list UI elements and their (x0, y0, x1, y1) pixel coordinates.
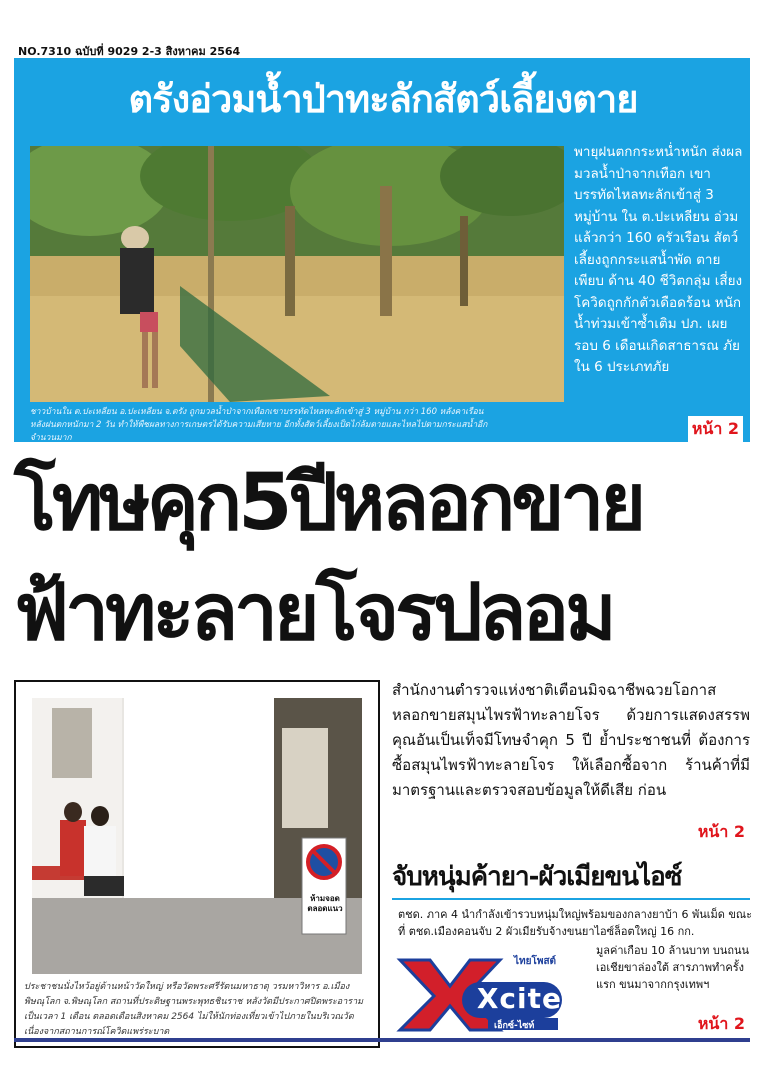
main-story-body: สำนักงานตำรวจแห่งชาติเตือนมิจฉาชีพฉวยโอกาส หลอกขายสมุนไพรฟ้าทะลายโจร ด้วยการแสดงสรรพ คุณอันเป็นเท็จมีโทษจำคุก 5 ปี ย้ำประชาชนที่ ต้องการซื้อสมุนไพรฟ้าทะลายโจร ให้เลือกซื้อจาก ร้านค้าที่มีมาตรฐานและตรวจสอบข้อมูลให้ดีเสีย ก่อน (392, 681, 750, 799)
top-story-page-ref[interactable]: หน้า 2 (688, 416, 743, 443)
main-headline-line2: ฟ้าทะลายโจรปลอม (14, 568, 613, 658)
top-story-body: พายุฝนตกกระหน่ำหนัก ส่งผลมวลน้ำป่าจากเทือก เขาบรรทัดไหลทะลักเข้าสู่ 3 หมู่บ้าน ใน ต.ปะเหลียน อ่วมแล้วกว่า 160 ครัวเรือน สัตว์เลี้ยงถูกกระแสน้ำพัด ตายเพียบ ด้าน 40 ชีวิตกลุ่ม เสี่ยงโควิดถูกกักตัวเดือดร้อน หนักน้ำท่วมเข้าซ้ำเติม ปภ. เผยรอบ 6 เดือนเกิดสาธารณ ภัยใน 6 ประเภทภัย (574, 144, 743, 375)
temple-photo-frame (14, 680, 380, 1048)
no-parking-sign-text: ห้ามจอด ตลอดแนว (307, 894, 343, 913)
sub-story-page-ref[interactable]: หน้า 2 (697, 1014, 745, 1033)
sub-story-body-right: มูลค่าเกือบ 10 ล้านบาท บนถนน เอเชียขาล่องใต้ สารภาพทำครั้งแรก ขนมาจากกรุงเทพฯ (596, 944, 750, 991)
sub-story-rule (392, 898, 750, 900)
logo-brand-small: ไทยโพสต์ (514, 956, 557, 967)
xcite-logo (396, 952, 566, 1032)
issue-line: NO.7310 ฉบับที่ 9029 2-3 สิงหาคม 2564 (18, 45, 241, 58)
temple-photo-caption: ประชาชนนั่งไหว้อยู่ด้านหน้าวัดใหญ่ หรือวัดพระศรีรัตนมหาธาตุ วรมหาวิหาร อ.เมือง พิษณุโลก จ.พิษณุโลก สถานที่ประดิษฐานพระพุทธชินราช หลังวัดมีประกาศปิดพระอารามเป็นเวลา 1 เดือน ตลอดเดือนสิงหาคม 2564 ไม่ให้นักท่องเที่ยวเข้าไปภายในบริเวณวัด เนื่องจากสถานการณ์โควิดแพร่ระบาด (24, 982, 364, 1037)
sub-story-body-top: ตชด. ภาค 4 นำกำลังเข้ารวบหนุ่มใหญ่พร้อมของกลางยาบ้า 6 พันเม็ด ขณะที่ ตชด.เมืองคอนจับ 2 ผัวเมียรับจ้างขนยาไอซ์ล็อตใหญ่ 16 กก. (398, 908, 752, 938)
main-headline (14, 448, 754, 668)
logo-brand-main: Xcite (476, 982, 562, 1015)
flood-photo (30, 146, 564, 402)
bottom-rule (14, 1038, 750, 1042)
sub-story-headline: จับหนุ่มค้ายา-ผัวเมียขนไอซ์ (392, 862, 682, 892)
top-story-headline: ตรังอ่วมน้ำป่าทะลักสัตว์เลี้ยงตาย (128, 77, 638, 121)
main-story-page-ref[interactable]: หน้า 2 (697, 822, 745, 841)
temple-photo (32, 698, 362, 974)
main-headline-line1: โทษคุก5ปีหลอกขาย (14, 458, 643, 548)
flood-photo-caption: ชาวบ้านใน ต.ปะเหลียน อ.ปะเหลียน จ.ตรัง ถูกมวลน้ำป่าจากเทือกเขาบรรทัดไหลทะลักเข้าสู่ 3 หมู่บ้าน กว่า 160 หลังคาเรือน หลังฝนตกหนักมา 2 วัน ทำให้พืชผลทางการเกษตรได้รับความเสียหาย อีกทั้งสัตว์เลี้ยงเป็ดไก่ล้มตายและไหลไปตามกระแสน้ำอีกจำนวนมาก (30, 407, 488, 443)
logo-brand-sub: เอ็กซ์-ไซท์ (494, 1021, 535, 1031)
